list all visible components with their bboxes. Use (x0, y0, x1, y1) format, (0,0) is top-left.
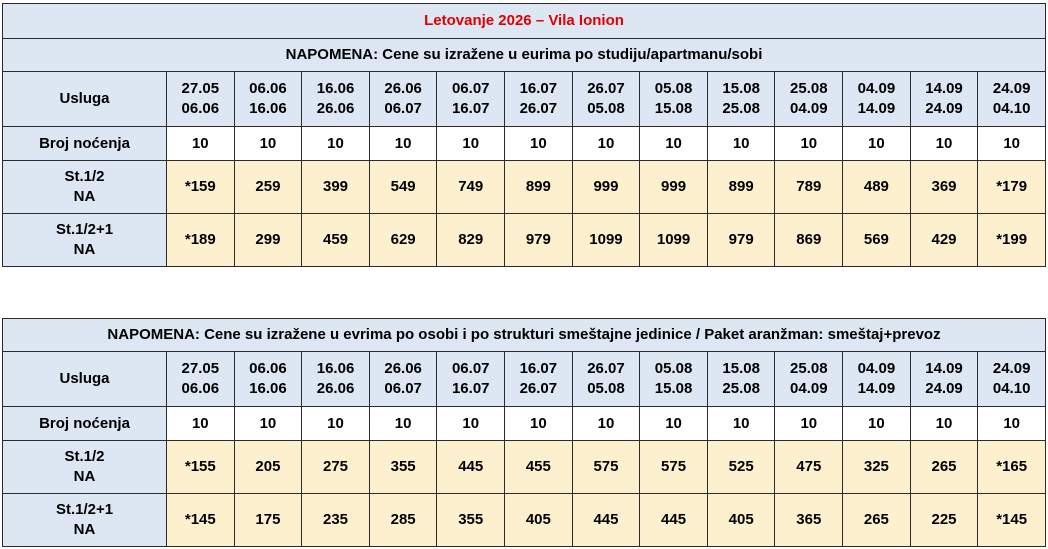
price-cell: 405 (505, 494, 573, 547)
price-cell: 429 (910, 214, 978, 267)
price-cell: 549 (369, 161, 437, 214)
nights-cell: 10 (302, 407, 370, 441)
price-cell: 205 (234, 441, 302, 494)
price-cell: 355 (437, 494, 505, 547)
price-cell: 569 (843, 214, 911, 267)
period-header-row (3, 352, 1046, 407)
nights-cell: 10 (437, 407, 505, 441)
nights-cell: 10 (302, 127, 370, 161)
price-cell: 979 (505, 214, 573, 267)
price-cell: 175 (234, 494, 302, 547)
nights-cell: 10 (707, 127, 775, 161)
nights-cell: 10 (505, 127, 573, 161)
price-cell: 285 (369, 494, 437, 547)
table-note: NAPOMENA: Cene su izražene u eurima po studiju/apartmanu/sobi (3, 39, 1046, 72)
nights-cell: 10 (572, 407, 640, 441)
price-cell: 575 (572, 441, 640, 494)
price-cell: 445 (437, 441, 505, 494)
price-cell: *199 (978, 214, 1046, 267)
price-cell: 325 (843, 441, 911, 494)
price-row (3, 161, 1046, 214)
nights-cell: 10 (775, 407, 843, 441)
price-table-package (2, 318, 1046, 547)
period-cell: 24.09 04.10 (978, 352, 1046, 407)
nights-cell: 10 (369, 407, 437, 441)
price-cell: 999 (640, 161, 708, 214)
period-cell: 16.07 26.07 (505, 352, 573, 407)
nights-cell: 10 (978, 407, 1046, 441)
nights-label: Broj noćenja (3, 407, 167, 441)
price-cell: 299 (234, 214, 302, 267)
price-cell: 445 (640, 494, 708, 547)
period-header-row (3, 72, 1046, 127)
period-cell: 26.07 05.08 (572, 72, 640, 127)
price-cell: 399 (302, 161, 370, 214)
price-cell: 455 (505, 441, 573, 494)
nights-label: Broj noćenja (3, 127, 167, 161)
nights-cell: 10 (369, 127, 437, 161)
price-cell: 265 (910, 441, 978, 494)
table-title-text: Letovanje 2026 – Vila Ionion (424, 12, 624, 29)
period-cell: 26.06 06.07 (369, 72, 437, 127)
price-cell: 235 (302, 494, 370, 547)
price-cell: 789 (775, 161, 843, 214)
price-cell: 405 (707, 494, 775, 547)
price-cell: 829 (437, 214, 505, 267)
row-label: St.1/2+1 NA (3, 214, 167, 267)
period-cell: 16.06 26.06 (302, 72, 370, 127)
period-cell: 14.09 24.09 (910, 72, 978, 127)
period-cell: 04.09 14.09 (843, 72, 911, 127)
price-cell: 365 (775, 494, 843, 547)
price-cell: 489 (843, 161, 911, 214)
nights-cell: 10 (640, 407, 708, 441)
table-title (3, 4, 1046, 39)
nights-cell: 10 (910, 407, 978, 441)
price-cell: *179 (978, 161, 1046, 214)
price-cell: 1099 (572, 214, 640, 267)
price-cell: 1099 (640, 214, 708, 267)
period-cell: 05.08 15.08 (640, 352, 708, 407)
row-label: St.1/2 NA (3, 441, 167, 494)
price-row (3, 494, 1046, 547)
period-cell: 26.07 05.08 (572, 352, 640, 407)
title-row (3, 4, 1046, 39)
period-cell: 26.06 06.07 (369, 352, 437, 407)
price-cell: 629 (369, 214, 437, 267)
price-table-room (2, 3, 1046, 267)
price-cell: 999 (572, 161, 640, 214)
nights-row (3, 127, 1046, 161)
period-cell: 27.05 06.06 (167, 72, 235, 127)
price-cell: *165 (978, 441, 1046, 494)
period-cell: 06.06 16.06 (234, 352, 302, 407)
period-cell: 25.08 04.09 (775, 352, 843, 407)
nights-cell: 10 (707, 407, 775, 441)
price-cell: 275 (302, 441, 370, 494)
price-cell: *145 (978, 494, 1046, 547)
period-cell: 06.06 16.06 (234, 72, 302, 127)
nights-row (3, 407, 1046, 441)
price-cell: 259 (234, 161, 302, 214)
price-cell: 265 (843, 494, 911, 547)
usluga-header: Usluga (3, 352, 167, 407)
price-cell: 525 (707, 441, 775, 494)
nights-cell: 10 (167, 127, 235, 161)
price-cell: 355 (369, 441, 437, 494)
price-cell: 475 (775, 441, 843, 494)
period-cell: 15.08 25.08 (707, 72, 775, 127)
period-cell: 27.05 06.06 (167, 352, 235, 407)
nights-cell: 10 (234, 407, 302, 441)
period-cell: 14.09 24.09 (910, 352, 978, 407)
price-cell: 369 (910, 161, 978, 214)
price-row (3, 214, 1046, 267)
row-label: St.1/2+1 NA (3, 494, 167, 547)
row-label: St.1/2 NA (3, 161, 167, 214)
nights-cell: 10 (910, 127, 978, 161)
price-cell: 445 (572, 494, 640, 547)
price-cell: *145 (167, 494, 235, 547)
price-row (3, 441, 1046, 494)
period-cell: 06.07 16.07 (437, 72, 505, 127)
price-cell: 225 (910, 494, 978, 547)
nights-cell: 10 (167, 407, 235, 441)
price-cell: 899 (505, 161, 573, 214)
price-cell: 979 (707, 214, 775, 267)
price-cell: *189 (167, 214, 235, 267)
period-cell: 24.09 04.10 (978, 72, 1046, 127)
period-cell: 25.08 04.09 (775, 72, 843, 127)
period-cell: 05.08 15.08 (640, 72, 708, 127)
period-cell: 15.08 25.08 (707, 352, 775, 407)
note-row (3, 39, 1046, 72)
note-row (3, 319, 1046, 352)
price-cell: 575 (640, 441, 708, 494)
nights-cell: 10 (505, 407, 573, 441)
price-cell: *159 (167, 161, 235, 214)
nights-cell: 10 (843, 127, 911, 161)
price-cell: 459 (302, 214, 370, 267)
price-cell: *155 (167, 441, 235, 494)
price-cell: 869 (775, 214, 843, 267)
nights-cell: 10 (234, 127, 302, 161)
period-cell: 16.06 26.06 (302, 352, 370, 407)
period-cell: 04.09 14.09 (843, 352, 911, 407)
nights-cell: 10 (572, 127, 640, 161)
nights-cell: 10 (978, 127, 1046, 161)
period-cell: 16.07 26.07 (505, 72, 573, 127)
price-cell: 899 (707, 161, 775, 214)
nights-cell: 10 (437, 127, 505, 161)
price-cell: 749 (437, 161, 505, 214)
period-cell: 06.07 16.07 (437, 352, 505, 407)
nights-cell: 10 (843, 407, 911, 441)
nights-cell: 10 (775, 127, 843, 161)
usluga-header: Usluga (3, 72, 167, 127)
table-note: NAPOMENA: Cene su izražene u evrima po osobi i po strukturi smeštajne jedinice / Paket aranžman: smeštaj+prevoz (3, 319, 1046, 352)
nights-cell: 10 (640, 127, 708, 161)
